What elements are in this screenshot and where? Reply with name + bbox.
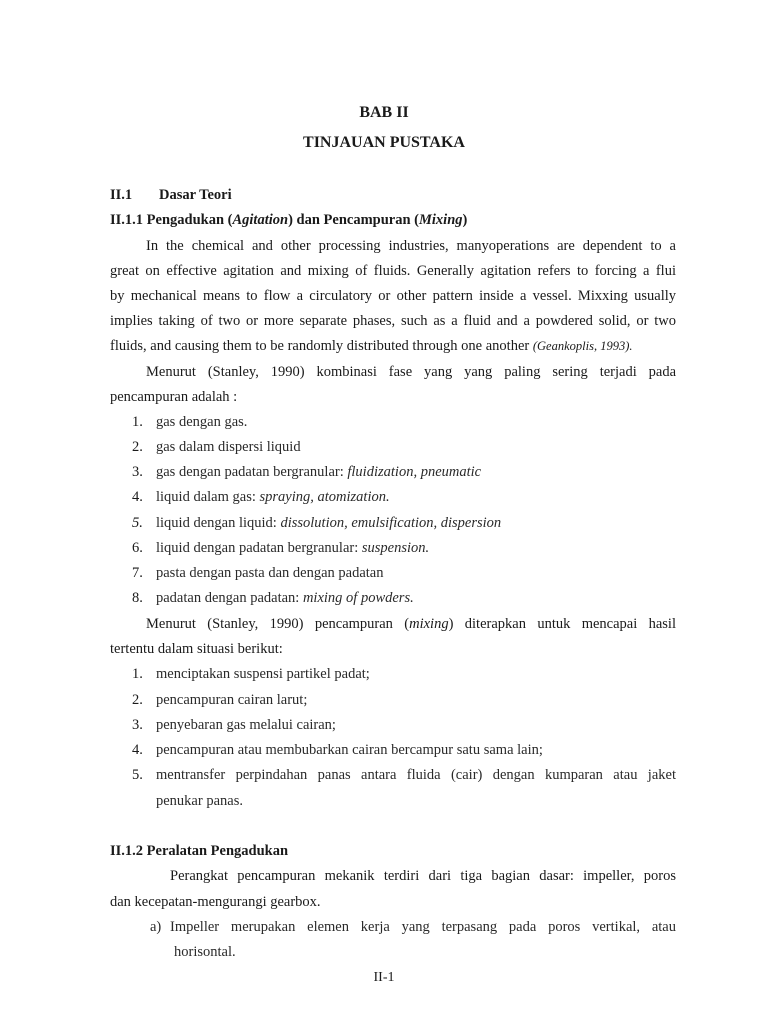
- list-1-item: [156, 565, 383, 582]
- subsection-heading-1-suffix: ): [462, 212, 468, 228]
- list-2-item: mentransfer perpindahan panas antara fluida (cair) dengan kumparan atau jaket: [156, 767, 676, 783]
- paragraph-1-line-2: great on effective agitation and mixing of fluids. Generally agitation refers to forcing a flui: [110, 263, 676, 279]
- list-1-item-text: gas dengan padatan bergranular:: [156, 464, 348, 480]
- list-1-item: [156, 540, 429, 557]
- subsection-heading-1-italic-agitation: Agitation: [232, 212, 289, 228]
- list-2-num: 1.: [132, 666, 143, 682]
- list-1-item: [156, 489, 390, 506]
- list-2-item: pencampuran atau membubarkan cairan bercampur satu sama lain;: [156, 742, 543, 758]
- list-1-item-italic: mixing of powders.: [302, 590, 414, 606]
- section-title: Dasar Teori: [159, 187, 232, 203]
- chapter-title: BAB II: [359, 104, 409, 121]
- subsection-heading-2: II.1.2 Peralatan Pengadukan: [110, 843, 289, 859]
- list-2-num: 5.: [132, 767, 143, 783]
- list-1-item-italic: fluidization, pneumatic: [347, 464, 482, 480]
- list-1-item: [156, 464, 481, 481]
- list-3-line-2: horisontal.: [174, 944, 236, 960]
- list-1-item-text: gas dengan gas.: [156, 414, 248, 430]
- list-1-item-text: liquid dengan liquid:: [156, 515, 281, 531]
- paragraph-1-line-1: In the chemical and other processing industries, manyoperations are dependent to a: [146, 238, 676, 254]
- paragraph-4-line-1: Perangkat pencampuran mekanik terdiri dari tiga bagian dasar: impeller, poros: [170, 868, 676, 884]
- list-1-item: [156, 515, 501, 532]
- list-1-item-italic: dissolution, emulsification, dispersion: [280, 515, 502, 531]
- list-1-num: 6.: [132, 540, 143, 556]
- list-1-num: 1.: [132, 414, 143, 430]
- paragraph-1-line-5: [110, 338, 676, 355]
- list-1-num: 5.: [132, 515, 143, 531]
- paragraph-3-line-1: [146, 616, 676, 633]
- paragraph-2-line-2: pencampuran adalah :: [110, 389, 238, 405]
- paragraph-2-line-1: Menurut (Stanley, 1990) kombinasi fase yang yang paling sering terjadi pada: [146, 364, 676, 380]
- list-3-line-1: Impeller merupakan elemen kerja yang terpasang pada poros vertikal, atau: [170, 919, 676, 935]
- list-1-num: 3.: [132, 464, 143, 480]
- list-1-num: 7.: [132, 565, 143, 581]
- list-3-label: a): [150, 919, 162, 935]
- list-1-item-text: liquid dalam gas:: [156, 489, 260, 505]
- list-1-num: 8.: [132, 590, 143, 606]
- list-1-num: 2.: [132, 439, 143, 455]
- list-1-item-text: padatan dengan padatan:: [156, 590, 303, 606]
- list-2-num: 2.: [132, 692, 143, 708]
- list-1-num: 4.: [132, 489, 143, 505]
- list-2-item-continuation: penukar panas.: [156, 793, 243, 809]
- list-1-item-text: gas dalam dispersi liquid: [156, 439, 301, 455]
- paragraph-3-post: ) diterapkan untuk mencapai hasil: [448, 616, 676, 632]
- list-2-item: penyebaran gas melalui cairan;: [156, 717, 336, 733]
- subsection-heading-1-middle: ) dan Pencampuran (: [288, 212, 420, 228]
- paragraph-1-line-5-text: fluids, and causing them to be randomly distributed through one another: [110, 338, 533, 354]
- list-1-item: [156, 439, 301, 456]
- list-2-item: pencampuran cairan larut;: [156, 692, 308, 708]
- paragraph-3-pre: Menurut (Stanley, 1990) pencampuran (: [146, 616, 410, 632]
- list-2-num: 4.: [132, 742, 143, 758]
- citation-geankoplis: (Geankoplis, 1993).: [532, 339, 633, 353]
- list-1-item-text: pasta dengan pasta dan dengan padatan: [156, 565, 384, 581]
- paragraph-3-line-2: tertentu dalam situasi berikut:: [110, 641, 283, 657]
- list-1-item-italic: spraying, atomization.: [259, 489, 390, 505]
- page-number: II-1: [373, 970, 395, 985]
- list-2-num: 3.: [132, 717, 143, 733]
- list-1-item-text: liquid dengan padatan bergranular:: [156, 540, 362, 556]
- subsection-heading-1-prefix: II.1.1 Pengadukan (: [110, 212, 233, 228]
- paragraph-3-italic-mixing: mixing: [409, 616, 449, 632]
- paragraph-1-line-3: by mechanical means to flow a circulatory or other pattern inside a vessel. Mixxing usually: [110, 288, 676, 304]
- paragraph-1-line-4: implies taking of two or more separate phases, such as a fluid and a powdered solid, or two: [110, 313, 676, 329]
- list-2-item: menciptakan suspensi partikel padat;: [156, 666, 370, 682]
- subsection-heading-1-italic-mixing: Mixing: [419, 212, 463, 228]
- list-1-item: [156, 590, 414, 607]
- subsection-heading-1: [110, 212, 467, 229]
- list-1-item: [156, 414, 247, 431]
- paragraph-4-line-2: dan kecepatan-mengurangi gearbox.: [110, 894, 321, 910]
- list-1-item-italic: suspension.: [361, 540, 430, 556]
- chapter-subtitle: TINJAUAN PUSTAKA: [303, 134, 465, 151]
- section-number: II.1: [110, 187, 133, 203]
